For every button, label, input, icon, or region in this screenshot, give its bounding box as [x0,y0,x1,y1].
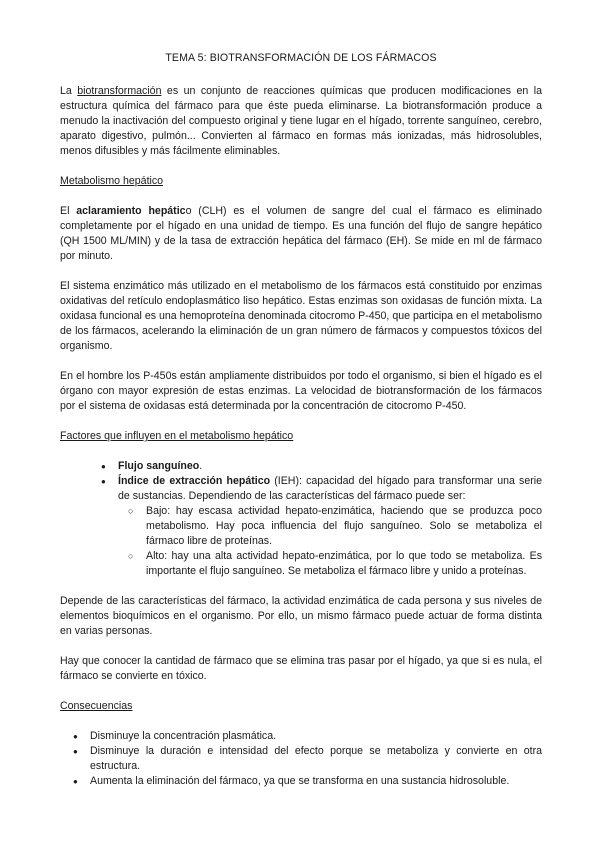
section-heading-factores: Factores que influyen en el metabolismo hepático [60,430,294,442]
consecuencias-list [60,729,542,789]
indice-rest: (IEH): capacidad del hígado para transformar una serie de sustancias. Dependiendo de las características del fármaco puede ser: [118,475,543,502]
list-item-indice [118,474,542,579]
aclaramiento-term: aclaramiento hepátic [76,205,186,217]
flujo-rest: . [199,460,203,472]
aclaramiento-rest: o (CLH) es el volumen de sangre del cual el fármaco es eliminado completamente por el hígado en una unidad de tiempo. Es una función del flujo de sangre hepático (QH 1500 ML/MIN) y de la tasa de extracción hepática del fármaco (EH). Se mide en ml de fármaco por minuto. [60,205,543,262]
sublist-item-alto: ○ Alto: hay una alta actividad hepato-enzimática, por lo que todo se metaboliza. Es importante el flujo sanguíneo. Se metaboliza el fármaco libre y unido a proteínas. [146,549,542,579]
paragraph-cantidad: Hay que conocer la cantidad de fármaco que se elimina tras pasar por el hígado, ya que si es nula, el fármaco se convierte en tóxico. [60,655,542,682]
paragraph-p450: En el hombre los P-450s están ampliamente distribuidos por todo el organismo, si bien el hígado es el órgano con mayor expresión de estas enzimas. La velocidad de biotransformación de los fármacos por el sistema de oxidasas está determinada por la concentración de citocromo P-450. [60,370,542,412]
indice-term: Índice de extracción hepático [118,475,271,487]
intro-paragraph [60,84,542,159]
document-page [60,52,542,789]
list-item: ● Disminuye la duración e intensidad del efecto porque se metaboliza y convierte en otra estructura. [90,744,542,774]
section-heading-metabolismo: Metabolismo hepático [60,175,164,187]
factores-list [60,459,542,579]
paragraph-depende: Depende de las características del fármaco, la actividad enzimática de cada persona y sus niveles de elementos bioquímicos en el organismo. Por ello, un mismo fármaco puede actuar de forma distinta en varias personas. [60,595,542,637]
intro-term: biotransformación [77,85,162,97]
paragraph-sistema-enzimatico: El sistema enzimático más utilizado en el metabolismo de los fármacos está constituido por enzimas oxidativas del retículo endoplasmático liso hepático. Estas enzimas son oxidasas de función mixta. La oxidasa funcional es una hemoproteína denominada citocromo P-450, que participa en el metabolismo de los fármacos, acelerando la eliminación de un gran número de fármacos y compuestos tóxicos del organismo. [60,280,542,352]
list-item: ● Aumenta la eliminación del fármaco, ya que se transforma en una sustancia hidrosoluble. [90,774,542,789]
list-item: ● Disminuye la concentración plasmática. [90,729,542,744]
indice-sublist [118,504,542,579]
intro-rest: es un conjunto de reacciones químicas que producen modificaciones en la estructura química del fármaco para que éste pueda eliminarse. La biotransformación produce a menudo la inactivación del compuesto original y tiene lugar en el hígado, torrente sanguíneo, cerebro, aparato digestivo, pulmón... Convierten al fármaco en formas más ionizadas, más hidrosolubles, menos difusibles y más fácilmente eliminables. [60,85,542,157]
aclaramiento-lead: El [60,205,77,217]
flujo-term: Flujo sanguíneo [118,460,200,472]
list-item-flujo [118,459,542,474]
sublist-item-bajo: ○ Bajo: hay escasa actividad hepato-enzimática, haciendo que se produzca poco metabolismo. Hay poca influencia del flujo sanguíneo. Solo se metaboliza el fármaco libre de proteínas. [146,504,542,549]
paragraph-aclaramiento [60,204,542,264]
section-heading-consecuencias: Consecuencias [60,700,133,712]
document-title: TEMA 5: BIOTRANSFORMACIÓN DE LOS FÁRMACOS [165,52,437,64]
intro-lead: La [60,85,78,97]
